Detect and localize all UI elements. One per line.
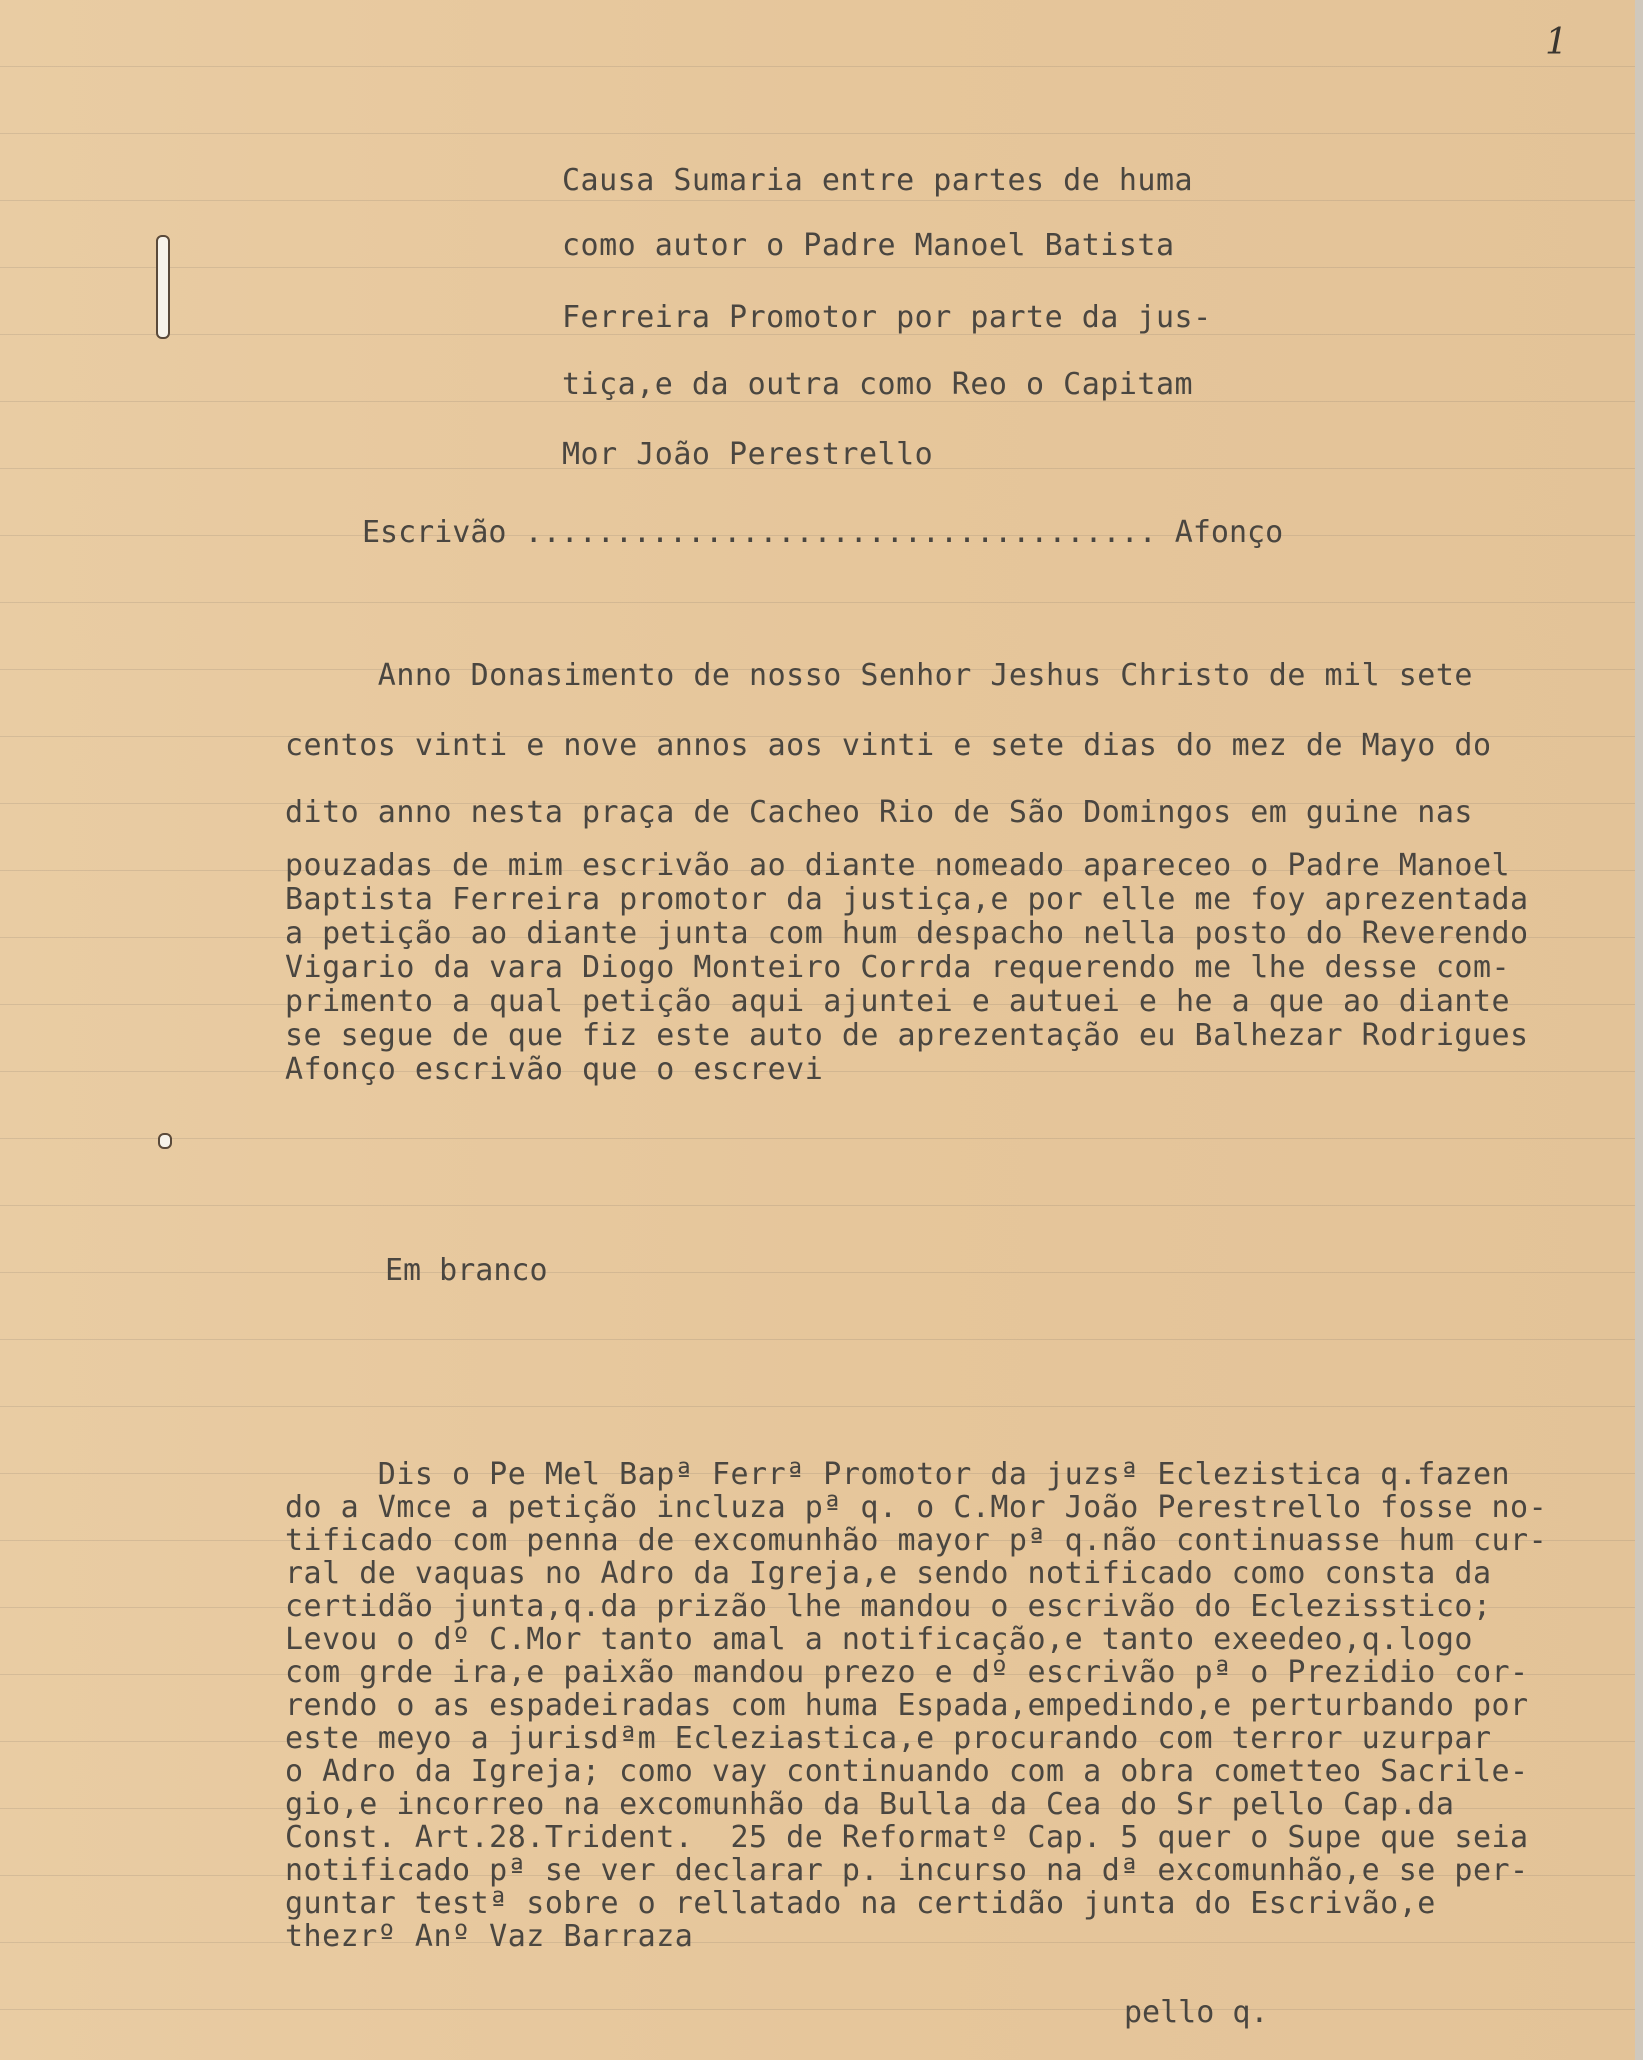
escrivao-label: Escrivão: [362, 515, 507, 550]
title-line: como autor o Padre Manoel Batista: [562, 228, 1175, 263]
petition-line: Dis o Pe Mel Bapª Ferrª Promotor da juzsª Eclezistica q.fazen: [285, 1457, 1511, 1492]
binding-hole: [156, 235, 170, 339]
catchword: pello q.: [1124, 1995, 1269, 2030]
petition-line: gio,e incorreo na excomunhão da Bulla da Cea do Sr pello Cap.da: [285, 1787, 1455, 1822]
title-line: Ferreira Promotor por parte da jus-: [562, 300, 1212, 335]
page-number: 1: [1545, 22, 1568, 63]
petition-line: este meyo a jurisdªm Ecleziastica,e procurando com terror uzurpar: [285, 1721, 1492, 1756]
em-branco-note: Em branco: [385, 1253, 548, 1288]
body-line: se segue de que fiz este auto de aprezentação eu Balhezar Rodrigues: [285, 1018, 1529, 1053]
petition-line: notificado pª se ver declarar p. incurso na dª excomunhão,e se per-: [285, 1853, 1529, 1888]
petition-line: Const. Art.28.Trident. 25 de Reformatº Cap. 5 quer o Supe que seia: [285, 1820, 1529, 1855]
title-line: Mor João Perestrello: [562, 437, 934, 472]
petition-line: thezrº Anº Vaz Barraza: [285, 1919, 694, 1954]
title-line: Causa Sumaria entre partes de huma: [562, 163, 1194, 198]
body-line: Afonço escrivão que o escrevi: [285, 1052, 824, 1087]
petition-line: o Adro da Igreja; como vay continuando com a obra cometteo Sacrile-: [285, 1754, 1529, 1789]
body-line: Baptista Ferreira promotor da justiça,e por elle me foy aprezentada: [285, 882, 1529, 917]
body-line: pouzadas de mim escrivão ao diante nomeado apareceo o Padre Manoel: [285, 848, 1511, 883]
petition-line: guntar testª sobre o rellatado na certidão junta do Escrivão,e: [285, 1886, 1436, 1921]
binding-hole: [158, 1133, 172, 1149]
page-edge: [1635, 0, 1643, 2060]
petition-line: certidão junta,q.da prizão lhe mandou o escrivão do Eclezisstico;: [285, 1589, 1492, 1624]
title-line: tiça,e da outra como Reo o Capitam: [562, 367, 1194, 402]
escrivao-name: Afonço: [1174, 515, 1284, 550]
body-line: Vigario da vara Diogo Monteiro Corrda requerendo me lhe desse com-: [285, 950, 1511, 985]
petition-line: ral de vaquas no Adro da Igreja,e sendo notificado como consta da: [285, 1556, 1492, 1591]
body-line: primento a qual petição aqui ajuntei e autuei e he a que ao diante: [285, 984, 1511, 1019]
body-line: Anno Donasimento de nosso Senhor Jeshus Christo de mil sete: [285, 658, 1473, 693]
escrivao-dots: ...................................: [524, 515, 1157, 550]
petition-line: rendo o as espadeiradas com huma Espada,empedindo,e perturbando por: [285, 1688, 1529, 1723]
escrivao-line: [362, 515, 1283, 550]
body-line: a petição ao diante junta com hum despacho nella posto do Reverendo: [285, 916, 1529, 951]
petition-line: do a Vmce a petição incluza pª q. o C.Mor João Perestrello fosse no-: [285, 1490, 1548, 1525]
body-line: dito anno nesta praça de Cacheo Rio de São Domingos em guine nas: [285, 795, 1473, 830]
petition-line: tificado com penna de excomunhão mayor pª q.não continuasse hum cur-: [285, 1523, 1548, 1558]
petition-line: Levou o dº C.Mor tanto amal a notificação,e tanto exeedeo,q.logo: [285, 1622, 1473, 1657]
body-line: centos vinti e nove annos aos vinti e sete dias do mez de Mayo do: [285, 728, 1492, 763]
petition-line: com grde ira,e paixão mandou prezo e dº escrivão pª o Prezidio cor-: [285, 1655, 1529, 1690]
